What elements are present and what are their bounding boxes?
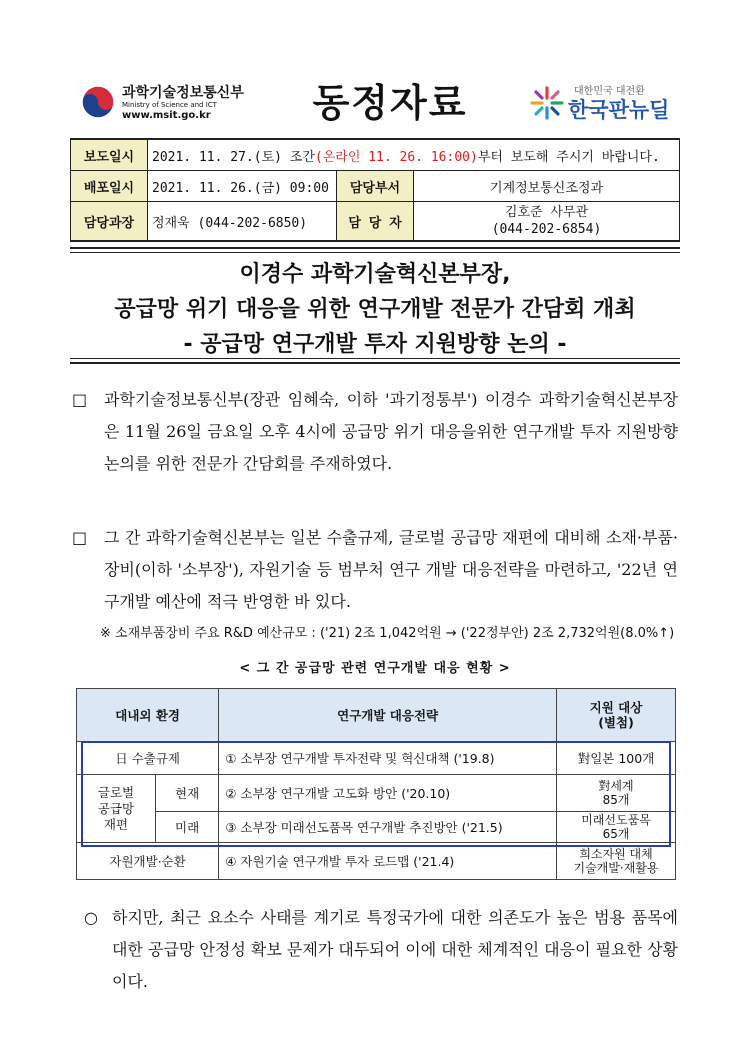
ministry-english-name: Ministry of Science and ICT <box>122 101 217 109</box>
staff-name: 김호준 사무관 <box>504 205 589 220</box>
taeguk-icon <box>80 84 116 120</box>
strategy-cell: ② 소부장 연구개발 고도화 방안 ('20.10) <box>219 775 557 812</box>
strategy-cell: ① 소부장 연구개발 투자전략 및 혁신대책 ('19.8) <box>219 742 557 775</box>
target-cell: 對세계 85개 <box>557 775 676 812</box>
table-row <box>77 843 676 880</box>
paragraph-3-text: 하지만, 최근 요소수 사태를 계기로 특정국가에 대한 의존도가 높은 범용 품목에 대한 공급망 안정성 확보 문제가 대두되어 이에 대한 체계적인 대응이 필요한 상황이다. <box>112 908 678 991</box>
paragraph-1-text: 과학기술정보통신부(장관 임혜숙, 이하 '과기정통부') 이경수 과학기술혁신본부장은 11월 26일 금요일 오후 4시에 공급망 위기 대응을위한 연구개발 투자 지원방향 논의를 위한 전문가 간담회를 주재하였다. <box>104 390 678 473</box>
online-release-time: (온라인 11. 26. 16:00) <box>314 149 478 165</box>
target-cell: 희소자원 대체 기술개발·재활용 <box>557 843 676 880</box>
distribution-time-value: 2021. 11. 26.(금) 09:00 <box>148 171 337 202</box>
budget-note: ※ 소재부품장비 주요 R&D 예산규모 : ('21) 2조 1,042억원 → ('22정부안) 2조 2,732억원(8.0%↑) <box>100 626 675 641</box>
report-date: 2021. 11. 27.(토) 조간 <box>152 149 315 165</box>
staff-label: 담 당 자 <box>337 202 414 242</box>
sub-env-cell: 현재 <box>156 775 219 812</box>
square-bullet: □ <box>72 528 88 547</box>
paragraph-2-text: 그 간 과학기술혁신본부는 일본 수출규제, 글로벌 공급망 재편에 대비해 소재·부품·장비(이하 '소부장'), 자원기술 등 범부처 연구 개발 대응전략을 마련하고, '22년 연구개발 예산에 적극 반영한 바 있다. <box>104 528 678 611</box>
headline-line-2: 공급망 위기 대응을 위한 연구개발 전문가 간담회 개최 <box>114 297 636 322</box>
strategy-cell: ③ 소부장 미래선도품목 연구개발 추진방안 ('21.5) <box>219 812 557 843</box>
new-deal-burst-icon <box>528 84 566 122</box>
header-target: 지원 대상 (별첨) <box>557 689 676 742</box>
env-cell: 자원개발·순환 <box>77 843 219 880</box>
circle-bullet: ○ <box>84 908 98 927</box>
report-request-text: 부터 보도해 주시기 바랍니다. <box>477 149 660 165</box>
ministry-logo <box>80 80 280 124</box>
headline-line-1: 이경수 과학기술혁신본부장, <box>239 262 511 287</box>
document-type-title: 동정자료 <box>312 80 468 125</box>
report-time-label: 보도일시 <box>71 139 148 171</box>
ministry-name: 과학기술정보통신부 <box>122 85 244 101</box>
env-cell: 日 수출규제 <box>77 742 219 775</box>
department-value: 기계정보통신조정과 <box>414 171 680 202</box>
headline-subtitle: - 공급망 연구개발 투자 지원방향 논의 - <box>183 332 567 357</box>
press-info-table <box>70 138 680 242</box>
sub-env-cell: 미래 <box>156 812 219 843</box>
staff-value <box>414 202 680 242</box>
square-bullet: □ <box>72 390 88 409</box>
new-deal-name: 한국판뉴딜 <box>568 98 670 122</box>
paragraph-3 <box>72 902 678 998</box>
manager-label: 담당과장 <box>71 202 148 242</box>
ministry-url: www.msit.go.kr <box>122 110 211 121</box>
manager-value: 정재욱 (044-202-6850) <box>148 202 337 242</box>
new-deal-tagline: 대한민국 대전환 <box>574 86 645 97</box>
staff-phone: (044-202-6854) <box>491 222 602 237</box>
korean-new-deal-logo <box>528 80 688 124</box>
highlight-box <box>81 741 671 847</box>
table-caption: < 그 간 공급망 관련 연구개발 대응 현황 > <box>239 661 511 676</box>
target-cell: 對일본 100개 <box>557 742 676 775</box>
paragraph-1 <box>72 384 678 480</box>
header-environment: 대내외 환경 <box>77 689 219 742</box>
global-supply-chain-cell: 글로벌 공급망 재편 <box>77 775 156 843</box>
headline-box <box>70 247 680 364</box>
strategy-cell: ④ 자원기술 연구개발 투자 로드맵 ('21.4) <box>219 843 557 880</box>
target-cell: 미래선도품목 65개 <box>557 812 676 843</box>
paragraph-2 <box>72 522 678 618</box>
department-label: 담당부서 <box>337 171 414 202</box>
distribution-time-label: 배포일시 <box>71 171 148 202</box>
header-strategy: 연구개발 대응전략 <box>219 689 557 742</box>
report-time-value <box>148 139 680 171</box>
